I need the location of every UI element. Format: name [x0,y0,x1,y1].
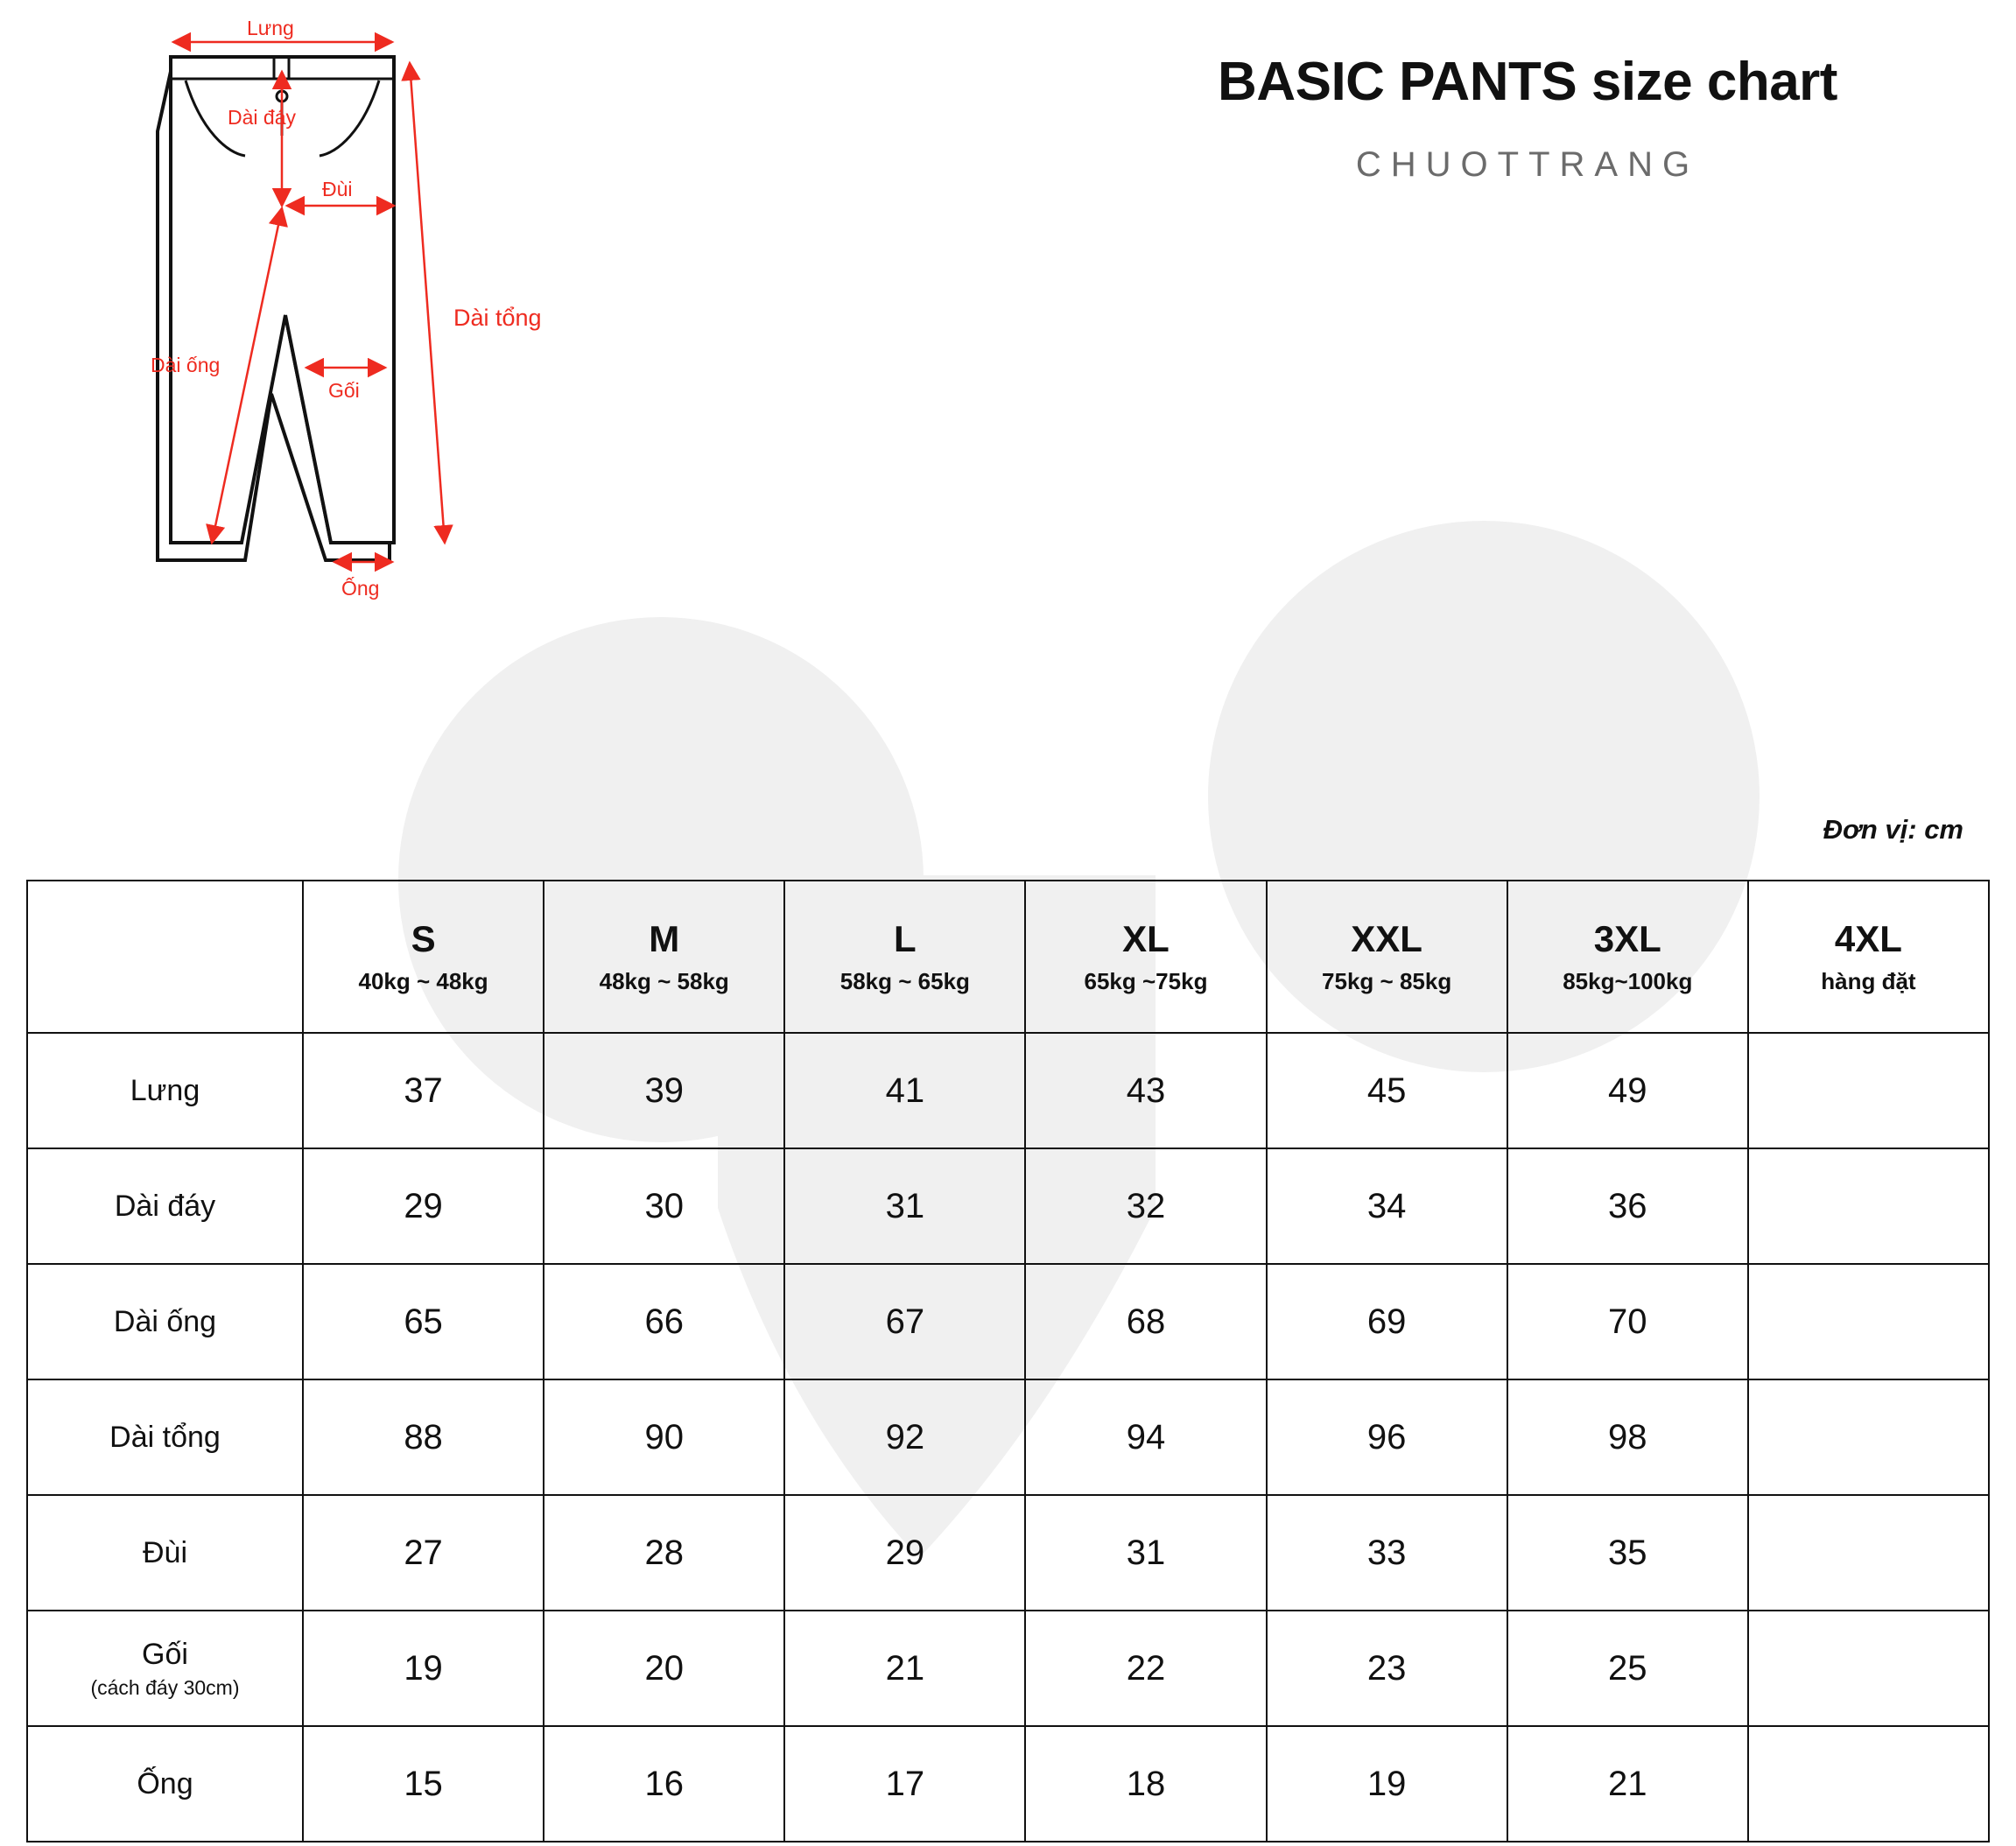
cell-total-xxl: 96 [1267,1379,1507,1495]
row-label-thigh: Đùi [27,1495,303,1611]
cell-knee-m: 20 [544,1611,784,1726]
cell-rise-xxl: 34 [1267,1148,1507,1264]
cell-total-4xl [1748,1379,1989,1495]
cell-rise-3xl: 36 [1507,1148,1748,1264]
cell-hem-s: 15 [303,1726,544,1842]
cell-waist-xxl: 45 [1267,1033,1507,1148]
weight-label-xl: 65kg ~75kg [1084,968,1208,995]
cell-total-s: 88 [303,1379,544,1495]
cell-thigh-m: 28 [544,1495,784,1611]
label-thigh: Đùi [322,178,353,200]
cell-inseam-l: 67 [784,1264,1025,1379]
cell-rise-xl: 32 [1025,1148,1266,1264]
table-col-header-4xl [1748,881,1989,1033]
cell-total-xl: 94 [1025,1379,1266,1495]
label-hem: Ống [341,577,380,600]
size-label-xl: XL [1122,917,1170,959]
row-label-rise: Dài đáy [27,1148,303,1264]
table-row [27,1148,1989,1264]
cell-rise-4xl [1748,1148,1989,1264]
cell-thigh-xxl: 33 [1267,1495,1507,1611]
cell-inseam-s: 65 [303,1264,544,1379]
cell-waist-xl: 43 [1025,1033,1266,1148]
row-label-knee [27,1611,303,1726]
weight-label-m: 48kg ~ 58kg [599,968,729,995]
table-body [27,1033,1989,1842]
cell-thigh-4xl [1748,1495,1989,1611]
cell-inseam-xl: 68 [1025,1264,1266,1379]
cell-waist-m: 39 [544,1033,784,1148]
row-label-total: Dài tổng [27,1379,303,1495]
cell-rise-m: 30 [544,1148,784,1264]
cell-waist-3xl: 49 [1507,1033,1748,1148]
size-label-3xl: 3XL [1593,917,1661,959]
cell-waist-s: 37 [303,1033,544,1148]
cell-total-m: 90 [544,1379,784,1495]
weight-label-s: 40kg ~ 48kg [358,968,488,995]
cell-knee-3xl: 25 [1507,1611,1748,1726]
size-label-l: L [894,917,917,959]
brand-logo-text: CHUOTTRANG [1355,145,1700,185]
cell-hem-l: 17 [784,1726,1025,1842]
size-label-xxl: XXL [1351,917,1422,959]
label-rise: Dài đáy [228,106,296,129]
cell-thigh-3xl: 35 [1507,1495,1748,1611]
label-total: Dài tổng [453,305,542,331]
weight-label-xxl: 75kg ~ 85kg [1322,968,1452,995]
cell-inseam-xxl: 69 [1267,1264,1507,1379]
size-label-s: S [411,917,436,959]
cell-rise-l: 31 [784,1148,1025,1264]
weight-label-4xl: hàng đặt [1821,968,1916,995]
cell-thigh-l: 29 [784,1495,1025,1611]
table-row [27,1495,1989,1611]
row-label-knee-sub: (cách đáy 30cm) [90,1675,240,1699]
weight-label-l: 58kg ~ 65kg [839,968,970,995]
table-col-header-xxl [1267,881,1507,1033]
table-row [27,1033,1989,1148]
size-label-m: M [649,917,680,959]
table-head [27,881,1989,1033]
cell-hem-4xl [1748,1726,1989,1842]
cell-inseam-m: 66 [544,1264,784,1379]
table-row [27,1264,1989,1379]
table-col-header-m [544,881,784,1033]
row-label-waist: Lưng [27,1033,303,1148]
unit-note: Đơn vị: cm [1823,814,1963,845]
label-inseam: Dài ống [151,354,221,376]
page-title: BASIC PANTS size chart [1218,52,1837,112]
cell-hem-xxl: 19 [1267,1726,1507,1842]
table-col-header-s [303,881,544,1033]
pants-measurement-diagram [131,18,814,875]
title-block [1085,53,1970,185]
table-col-header-xl [1025,881,1266,1033]
weight-label-3xl: 85kg~100kg [1563,968,1693,995]
cell-waist-4xl [1748,1033,1989,1148]
cell-inseam-3xl: 70 [1507,1264,1748,1379]
cell-thigh-s: 27 [303,1495,544,1611]
cell-hem-3xl: 21 [1507,1726,1748,1842]
cell-total-3xl: 98 [1507,1379,1748,1495]
table-corner-cell [27,881,303,1033]
label-waist: Lưng [247,18,294,39]
cell-thigh-xl: 31 [1025,1495,1266,1611]
row-label-knee-main: Gối [142,1637,188,1671]
size-chart-table [26,880,1990,1842]
table-col-header-l [784,881,1025,1033]
table-header-row [27,881,1989,1033]
cell-knee-xxl: 23 [1267,1611,1507,1726]
cell-knee-xl: 22 [1025,1611,1266,1726]
cell-total-l: 92 [784,1379,1025,1495]
cell-knee-l: 21 [784,1611,1025,1726]
row-label-inseam: Dài ống [27,1264,303,1379]
table-row [27,1611,1989,1726]
cell-waist-l: 41 [784,1033,1025,1148]
cell-inseam-4xl [1748,1264,1989,1379]
row-label-hem: Ống [27,1726,303,1842]
table-col-header-3xl [1507,881,1748,1033]
label-knee: Gối [328,379,360,402]
cell-knee-s: 19 [303,1611,544,1726]
table-row [27,1379,1989,1495]
cell-hem-m: 16 [544,1726,784,1842]
cell-rise-s: 29 [303,1148,544,1264]
size-label-4xl: 4XL [1834,917,1902,959]
table-row [27,1726,1989,1842]
cell-knee-4xl [1748,1611,1989,1726]
cell-hem-xl: 18 [1025,1726,1266,1842]
size-chart-table-wrapper [26,880,1990,1842]
